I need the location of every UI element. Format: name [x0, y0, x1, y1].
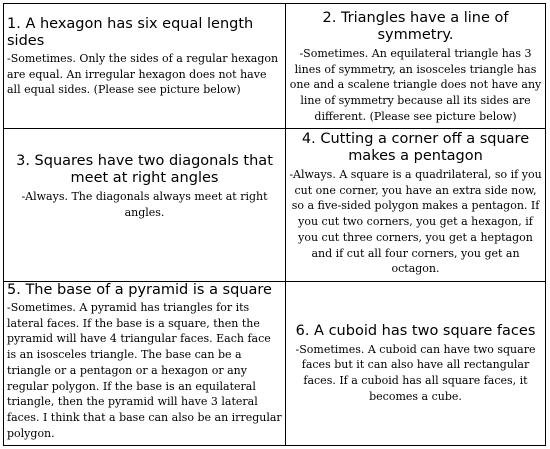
statement-title: 3. Squares have two diagonals that meet at right angles: [16, 153, 273, 186]
statement-title: 4. Cutting a corner off a square makes a pentagon: [301, 131, 530, 164]
statement-card-5: [4, 282, 286, 446]
statement-answer: -Always. A square is a quadrilateral, so if you cut one corner, you have an extra side now, so a five-sided polygon makes a pentagon. If you cut two corners, you get a hexagon, if you cut three corners, you get a heptagon and if cut all four corners, you get an octagon.: [289, 168, 542, 276]
statement-card-4: [286, 129, 546, 282]
statement-card-1: [4, 4, 286, 129]
statement-answer: -Sometimes. A cuboid can have two square faces but it can also have all rectangular faces. If a cuboid has all square faces, it becomes a cube.: [295, 342, 536, 403]
statement-card-6: [286, 282, 546, 446]
statement-title: 6. A cuboid has two square faces: [295, 322, 536, 339]
statement-answer: -Sometimes. Only the sides of a regular hexagon are equal. An irregular hexagon does not have all equal sides. (Please see picture below): [7, 52, 279, 97]
statement-answer: -Sometimes. An equilateral triangle has 3 lines of symmetry, an isosceles triangle has one and a scalene triangle does not have any line of symmetry because all its sides are different. (Please see picture below): [289, 47, 542, 123]
statement-title: 1. A hexagon has six equal length sides: [7, 16, 254, 49]
table-row: [4, 129, 546, 282]
table-row: [4, 282, 546, 446]
table-row: [4, 4, 546, 129]
statements-table: [3, 3, 546, 446]
statement-card-2: [286, 4, 546, 129]
statement-answer: -Always. The diagonals always meet at right angles.: [21, 190, 268, 219]
statement-title: 2. Triangles have a line of symmetry.: [322, 10, 509, 43]
statement-title: 5. The base of a pyramid is a square: [7, 282, 272, 298]
statement-answer: -Sometimes. A pyramid has triangles for its lateral faces. If the base is a square, then the pyramid will have 4 triangular faces. Each face is an isosceles triangle. The base can be a triangle or a pentagon or a hexagon or any regular polygon. If the base is an equilateral triangle, then the pyramid will have 3 lateral faces. I think that a base can also be an irregular polygon.: [7, 301, 282, 440]
statement-card-3: [4, 129, 286, 282]
